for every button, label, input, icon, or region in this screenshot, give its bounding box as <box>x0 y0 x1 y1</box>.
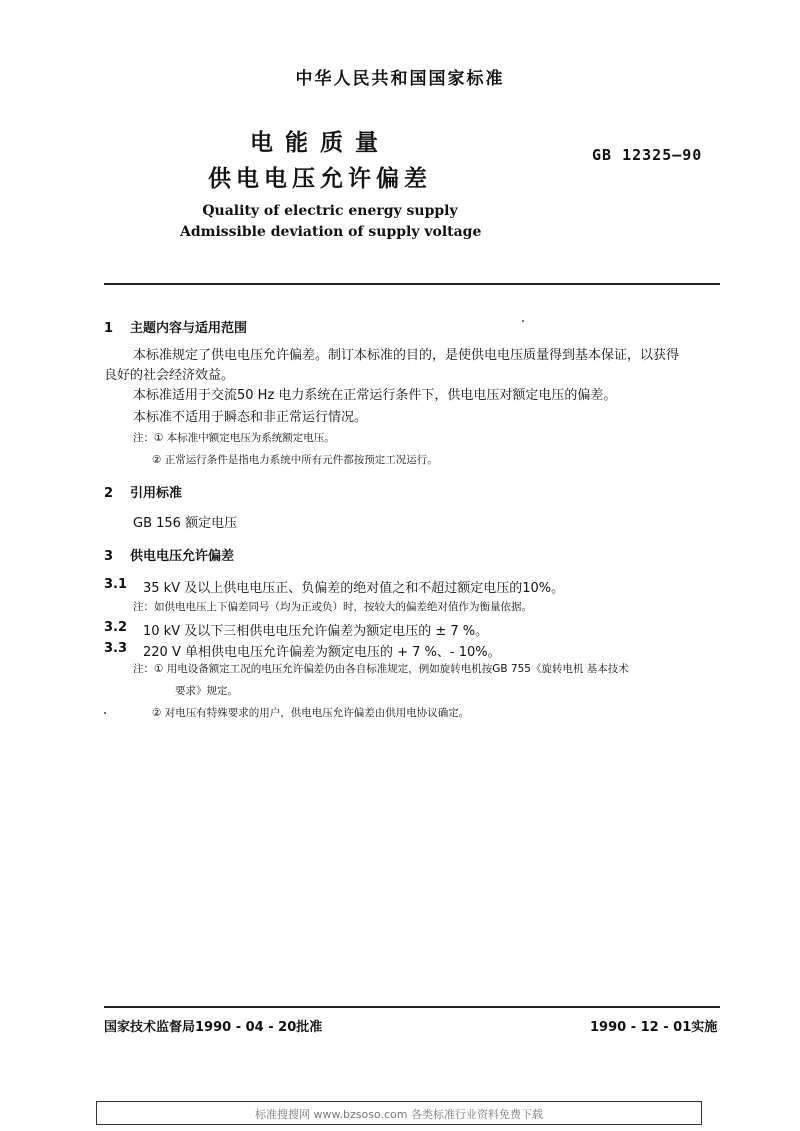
standard-number: GB 12325—90 <box>592 146 703 164</box>
clause-3-3-note-2: ② 对电压有特殊要求的用户，供电电压允许偏差由供用电协议确定。 <box>152 707 470 719</box>
section-1-paragraph-1-line-2: 良好的社会经济效益。 <box>104 368 235 383</box>
section-1-note-2: ② 正常运行条件是指电力系统中所有元件都按预定工况运行。 <box>152 454 438 466</box>
document-title-line1: 电能质量 <box>250 130 390 156</box>
clause-3-3-note-1-line-1: 注：① 用电设备额定工况的电压允许偏差仍由各自标准规定，例如旋转电机按GB 755《旋转电机 基本技术 <box>133 663 629 675</box>
english-title-line1: Quality of electric energy supply <box>202 203 458 219</box>
clause-3-3-text: 220 V 单相供电电压允许偏差为额定电压的 + 7 %、- 10%。 <box>143 645 501 660</box>
scan-speck <box>104 712 106 714</box>
section-number: 1 <box>104 321 114 336</box>
section-1-heading <box>104 317 247 336</box>
clause-3-1-text: 35 kV 及以上供电电压正、负偏差的绝对值之和不超过额定电压的10%。 <box>143 581 565 596</box>
effective-date: 1990 - 12 - 01实施 <box>590 1020 718 1035</box>
clause-3-3-note-1-line-2: 要求》规定。 <box>175 685 238 697</box>
clause-3-3-number: 3.3 <box>104 641 128 656</box>
approval-date: 国家技术监督局1990 - 04 - 20批准 <box>104 1020 323 1035</box>
clause-3-2-text: 10 kV 及以下三相供电电压允许偏差为额定电压的 ± 7 %。 <box>143 624 489 639</box>
section-1-note-1: 注：① 本标准中额定电压为系统额定电压。 <box>133 432 335 444</box>
referenced-standard: GB 156 额定电压 <box>133 516 238 531</box>
clause-3-2-number: 3.2 <box>104 620 128 635</box>
national-standard-label: 中华人民共和国国家标准 <box>295 69 505 89</box>
scan-speck <box>522 320 524 322</box>
section-number: 3 <box>104 549 114 564</box>
clause-3-1-number: 3.1 <box>104 577 128 592</box>
section-3-heading <box>104 545 234 564</box>
english-title-line2: Admissible deviation of supply voltage <box>180 224 482 240</box>
section-title: 供电电压允许偏差 <box>130 549 235 564</box>
header-divider <box>104 283 720 285</box>
section-title: 引用标准 <box>130 486 183 501</box>
document-title-line2: 供电电压允许偏差 <box>208 166 432 192</box>
section-title: 主题内容与适用范围 <box>130 321 248 336</box>
section-2-heading <box>104 482 182 501</box>
section-1-paragraph-1-line-1: 本标准规定了供电电压允许偏差。制订本标准的目的，是使供电电压质量得到基本保证，以获得 <box>133 348 680 363</box>
section-1-paragraph-2: 本标准适用于交流50 Hz 电力系统在正常运行条件下，供电电压对额定电压的偏差。 <box>133 388 617 403</box>
section-number: 2 <box>104 486 114 501</box>
section-1-paragraph-3: 本标准不适用于瞬态和非正常运行情况。 <box>133 410 368 425</box>
watermark-text: 标准搜搜网 www.bzsoso.com 各类标准行业资料免费下载 <box>255 1108 543 1121</box>
clause-3-1-note: 注：如供电电压上下偏差同号（均为正或负）时，按较大的偏差绝对值作为衡量依据。 <box>133 601 532 613</box>
footer-divider <box>104 1006 720 1008</box>
